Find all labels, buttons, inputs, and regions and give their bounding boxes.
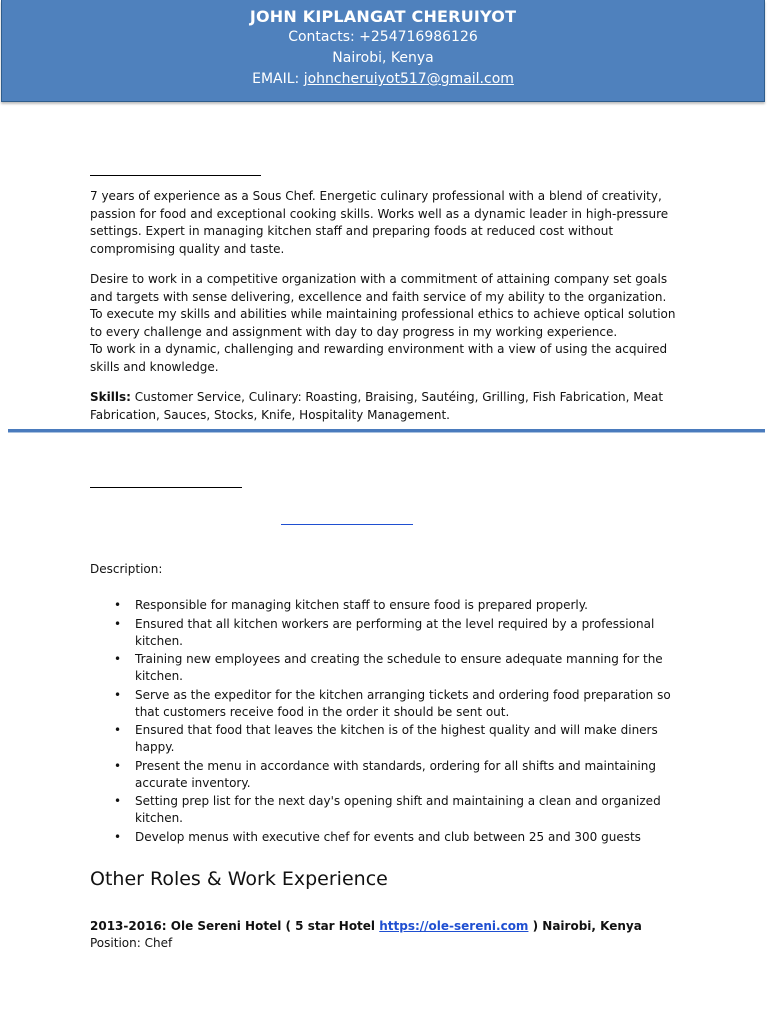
list-item-text: Responsible for managing kitchen staff to ensure food is prepared properly. [135, 598, 588, 612]
list-item [90, 722, 680, 756]
bullet-icon: • [114, 687, 122, 702]
bullet-icon: • [114, 598, 122, 612]
other-roles-title: Other Roles & Work Experience [90, 868, 388, 890]
experience-heading-rule [90, 487, 242, 488]
candidate-name: JOHN KIPLANGAT CHERUIYOT [249, 7, 517, 26]
description-label: Description: [90, 562, 163, 576]
skills-text: Customer Service, Culinary: Roasting, Braising, Sautéing, Grilling, Fish Fabrication, Meat Fabrication, Sauces, Stocks, Knife, Hospitality Management. [90, 390, 664, 422]
bullet-icon: • [114, 723, 122, 737]
list-item-text: Setting prep list for the next day's opening shift and maintaining a clean and organized kitchen. [135, 794, 661, 825]
objective-text-2: To work in a dynamic, challenging and rewarding environment with a view of using the acquired skills and knowledge. [90, 342, 668, 374]
list-item [90, 758, 680, 792]
skills-paragraph [90, 389, 680, 424]
bullet-icon: • [114, 794, 122, 808]
skills-label: Skills: [90, 390, 131, 404]
company-link-underline[interactable] [281, 524, 413, 525]
contact-location: Nairobi, Kenya [332, 50, 434, 66]
list-item [90, 616, 680, 650]
contact-email-line [2, 69, 764, 90]
contact-phone: Contacts: +254716986126 [288, 29, 478, 45]
list-item-text: Ensured that food that leaves the kitchen is of the highest quality and will make diners happy. [135, 723, 658, 754]
bullet-icon: • [114, 758, 122, 773]
role-position: Position: Chef [90, 936, 173, 950]
section-divider [8, 429, 765, 433]
role-heading [90, 918, 642, 935]
list-item-text: Ensured that all kitchen workers are performing at the level required by a professional kitchen. [135, 616, 655, 648]
list-item [90, 651, 680, 685]
role-heading-suffix: ) Nairobi, Kenya [528, 919, 642, 933]
duties-list [90, 597, 680, 847]
bullet-icon: • [114, 616, 122, 631]
objective-text: Desire to work in a competitive organization with a commitment of attaining company set goals and targets with sense delivering, excellence and faith service of my ability to the organization. To execute my skills and abilities while maintaining professional ethics to achieve optical solution to every challenge and assignment with day to day progress in my working experience. [90, 272, 676, 339]
bullet-icon: • [114, 829, 122, 844]
email-label: EMAIL: [252, 71, 304, 87]
summary-paragraph: 7 years of experience as a Sous Chef. Energetic culinary professional with a blend of creativity, passion for food and exceptional cooking skills. Works well as a dynamic leader in high-pressure settings. Expert in managing kitchen staff and preparing foods at reduced cost without compromising quality and taste. [90, 189, 669, 256]
bullet-icon: • [114, 652, 122, 666]
list-item-text: Serve as the expeditor for the kitchen arranging tickets and ordering food preparation so that customers receive food in the order it should be sent out. [135, 687, 671, 719]
list-item-text: Training new employees and creating the schedule to ensure adequate manning for the kitchen. [135, 652, 663, 683]
resume-header [1, 0, 765, 102]
objective-paragraph [90, 271, 680, 376]
email-link[interactable]: johncheruiyot517@gmail.com [303, 71, 514, 87]
company-website-link[interactable]: https://ole-sereni.com [379, 919, 529, 933]
role-entry [90, 918, 642, 952]
list-item [90, 829, 680, 846]
role-heading-prefix: 2013-2016: Ole Sereni Hotel ( 5 star Hotel [90, 919, 380, 933]
list-item-text: Develop menus with executive chef for events and club between 25 and 300 guests [135, 829, 641, 844]
list-item [90, 597, 680, 614]
list-item [90, 793, 680, 827]
summary-heading-rule [90, 175, 261, 176]
list-item [90, 687, 680, 721]
list-item-text: Present the menu in accordance with standards, ordering for all shifts and maintaining accurate inventory. [135, 758, 656, 790]
